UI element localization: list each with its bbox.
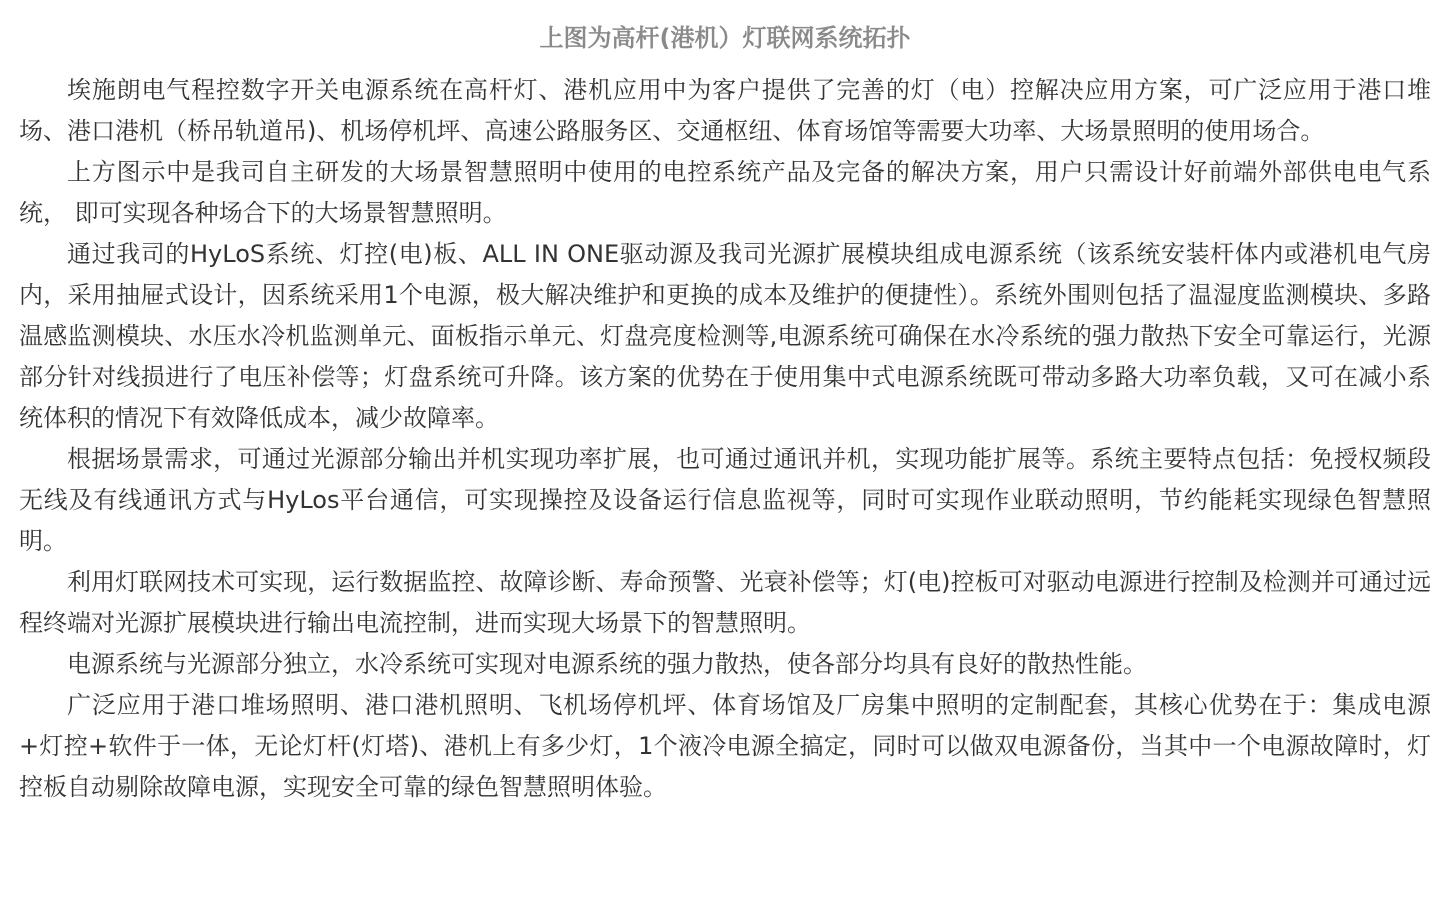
paragraph-features: 根据场景需求，可通过光源部分输出并机实现功率扩展，也可通过通讯并机，实现功能扩展等。系统主要特点包括：免授权频段无线及有线通讯方式与HyLos平台通信，可实现操控及设备运行信息监视等，同时可实现作业联动照明，节约能耗实现绿色智慧照明。 [19, 445, 1431, 555]
paragraph-applications: 广泛应用于港口堆场照明、港口港机照明、飞机场停机坪、体育场馆及厂房集中照明的定制配套，其核心优势在于：集成电源+灯控+软件于一体，无论灯杆(灯塔)、港机上有多少灯，1个液冷电源全搞定，同时可以做双电源备份，当其中一个电源故障时，灯控板自动剔除故障电源，实现安全可靠的绿色智慧照明体验。 [19, 691, 1431, 801]
article-page [0, 18, 1450, 907]
paragraph-intro: 埃施朗电气程控数字开关电源系统在高杆灯、港机应用中为客户提供了完善的灯（电）控解决应用方案，可广泛应用于港口堆场、港口港机（桥吊轨道吊)、机场停机坪、高速公路服务区、交通枢纽、体育场馆等需要大功率、大场景照明的使用场合。 [19, 76, 1431, 145]
paragraph-iot-capabilities: 利用灯联网技术可实现，运行数据监控、故障诊断、寿命预警、光衰补偿等；灯(电)控板可对驱动电源进行控制及检测并可通过远程终端对光源扩展模块进行输出电流控制，进而实现大场景下的智慧照明。 [19, 568, 1431, 637]
paragraph-diagram-description: 上方图示中是我司自主研发的大场景智慧照明中使用的电控系统产品及完备的解决方案，用户只需设计好前端外部供电电气系统， 即可实现各种场合下的大场景智慧照明。 [19, 158, 1431, 227]
article-body [19, 70, 1431, 808]
figure-caption: 上图为高杆(港机）灯联网系统拓扑 [539, 24, 911, 52]
paragraph-system-composition: 通过我司的HyLoS系统、灯控(电)板、ALL IN ONE驱动源及我司光源扩展模块组成电源系统（该系统安装杆体内或港机电气房内，采用抽屉式设计，因系统采用1个电源，极大解决维护和更换的成本及维护的便捷性）。系统外围则包括了温湿度监测模块、多路温感监测模块、水压水冷机监测单元、面板指示单元、灯盘亮度检测等,电源系统可确保在水冷系统的强力散热下安全可靠运行，光源部分针对线损进行了电压补偿等；灯盘系统可升降。该方案的优势在于使用集中式电源系统既可带动多路大功率负载，又可在减小系统体积的情况下有效降低成本，减少故障率。 [19, 240, 1431, 432]
paragraph-cooling: 电源系统与光源部分独立，水冷系统可实现对电源系统的强力散热，使各部分均具有良好的散热性能。 [67, 650, 1147, 678]
